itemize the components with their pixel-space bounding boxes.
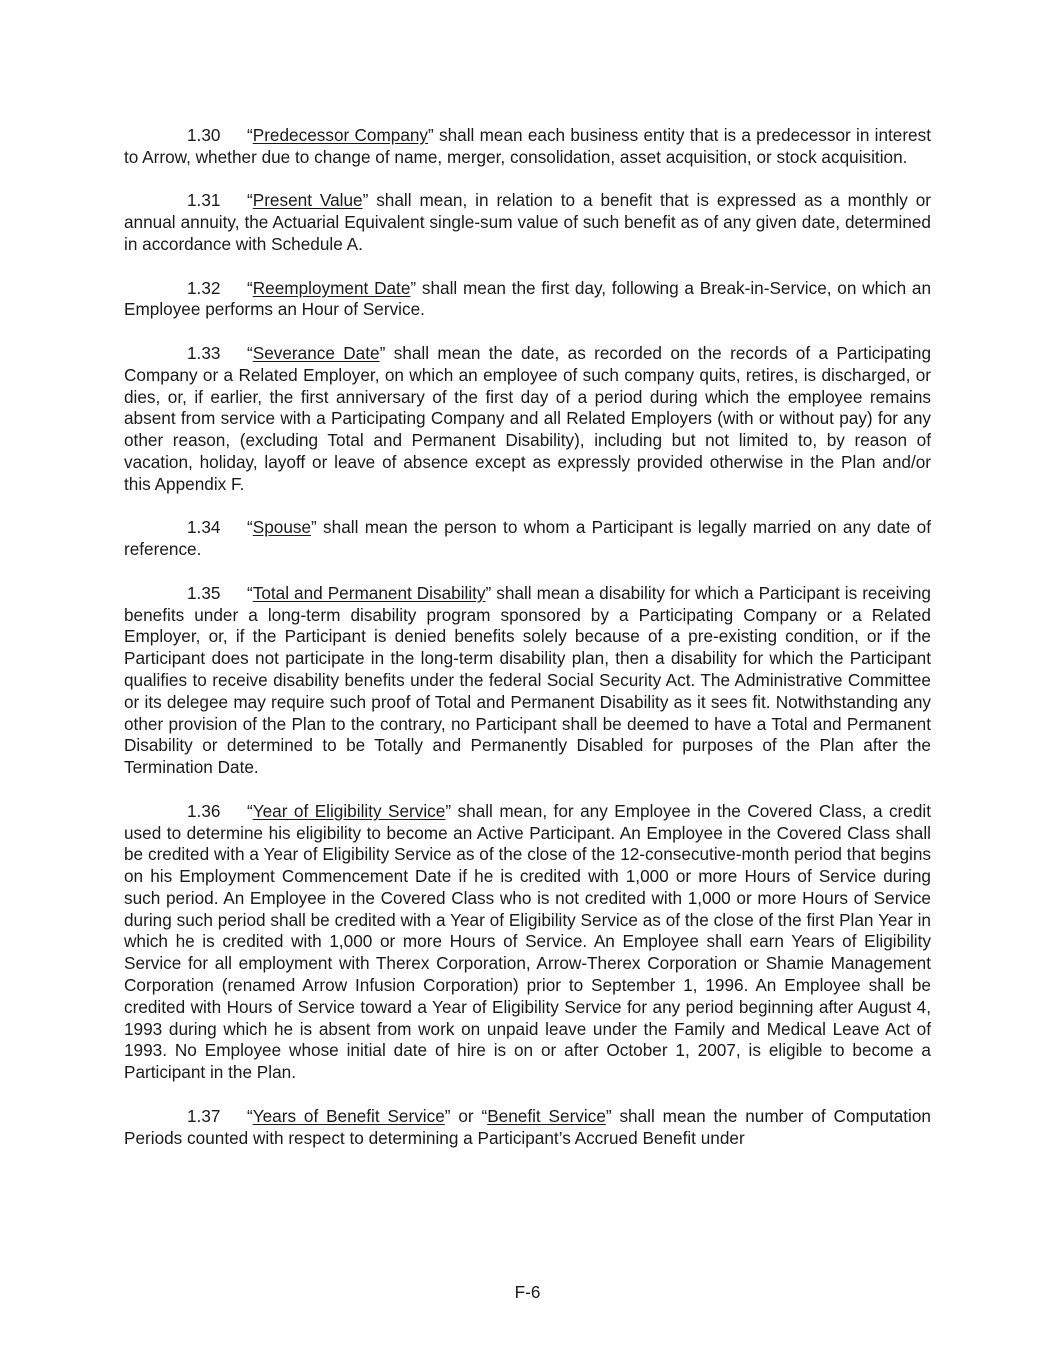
section-number: 1.33 (187, 342, 221, 363)
open-quote: “ (247, 342, 253, 363)
section-number: 1.31 (187, 190, 221, 211)
section-number: 1.30 (187, 125, 221, 145)
defined-term-alternate: Benefit Service (487, 1105, 606, 1126)
definition-paragraph-1-35 (124, 583, 931, 779)
defined-term: Reemployment Date (252, 277, 411, 298)
section-number: 1.36 (187, 800, 221, 821)
definition-text: ” shall mean the date, as recorded on the records of a Participating Company or a Related Employer, on which an employee of such company quits, retires, is discharged, or dies, or, if earlier, the first anniversary of the first day of a period during which the employee remains absent from service with a Participating Company and all Related Employers (with or without pay) for any other reason, (excluding Total and Permanent Disability), including but not limited to, by reason of vacation, holiday, layoff or leave of absence except as expressly provided otherwise in the Plan and/or this Appendix F. (124, 342, 932, 494)
definition-text: ” shall mean the first day, following a Break-in-Service, on which an Employee performs an Hour of Service. (124, 277, 931, 320)
definition-text: ” shall mean a disability for which a Participant is receiving benefits under a long-term disability program sponsored by a Participating Company or a Related Employer, or, if the Participant is denied benefits solely because of a pre-existing condition, or if the Participant does not participate in the long-term disability plan, then a disability for which the Participant qualifies to receive disability benefits under the federal Social Security Act. The Administrative Committee or its delegee may require such proof of Total and Permanent Disability as it sees fit. Notwithstanding any other provision of the Plan to the contrary, no Participant shall be deemed to have a Total and Permanent Disability or determined to be Totally and Permanently Disabled for purposes of the Plan after the Termination Date. (124, 582, 931, 778)
definition-paragraph-1-37 (124, 1106, 931, 1150)
section-number: 1.35 (187, 582, 221, 603)
open-quote: “ (247, 1105, 253, 1126)
definition-paragraph-1-34 (124, 517, 931, 561)
open-quote: “ (247, 125, 253, 145)
open-quote: “ (247, 277, 253, 298)
section-number: 1.37 (187, 1105, 221, 1126)
definition-text: ” shall mean the person to whom a Participant is legally married on any date of reference. (124, 517, 931, 560)
defined-term: Year of Eligibility Service (252, 800, 446, 821)
defined-term: Present Value (252, 190, 363, 211)
section-number: 1.34 (187, 517, 221, 538)
defined-term: Severance Date (252, 342, 380, 363)
open-quote: “ (247, 517, 253, 538)
page-number: F-6 (514, 1282, 541, 1302)
defined-term: Total and Permanent Disability (252, 582, 486, 603)
open-quote: “ (247, 582, 253, 603)
definition-paragraph-1-32 (124, 278, 931, 322)
definition-paragraph-1-33 (124, 343, 931, 496)
open-quote: “ (247, 190, 253, 211)
definition-text: ” shall mean each business entity that is a predecessor in interest to Arrow, whether due to change of name, merger, consolidation, asset acquisition, or stock acquisition. (124, 125, 931, 167)
definition-text: ” shall mean, for any Employee in the Covered Class, a credit used to determine his eligibility to become an Active Participant. An Employee in the Covered Class shall be credited with a Year of Eligibility Service as of the close of the 12-consecutive-month period that begins on his Employment Commencement Date if he is credited with 1,000 or more Hours of Service during such period. An Employee in the Covered Class who is not credited with 1,000 or more Hours of Service during such period shall be credited with a Year of Eligibility Service as of the close of the first Plan Year in which he is credited with 1,000 or more Hours of Service. An Employee shall earn Years of Eligibility Service for all employment with Therex Corporation, Arrow-Therex Corporation or Shamie Management Corporation (renamed Arrow Infusion Corporation) prior to September 1, 1996. An Employee shall be credited with Hours of Service toward a Year of Eligibility Service for any period beginning after August 4, 1993 during which he is absent from work on unpaid leave under the Family and Medical Leave Act of 1993. No Employee whose initial date of hire is on or after October 1, 2007, is eligible to become a Participant in the Plan. (124, 800, 931, 1083)
definition-paragraph-1-36 (124, 801, 931, 1084)
connector-text: ” or “ (444, 1105, 488, 1126)
definition-paragraph-1-31 (124, 190, 931, 255)
defined-term: Years of Benefit Service (252, 1105, 445, 1126)
defined-term: Spouse (252, 517, 312, 538)
section-number: 1.32 (187, 277, 221, 298)
definition-text: ” shall mean the number of Computation Periods counted with respect to determining a Participant’s Accrued Benefit under (124, 1105, 931, 1148)
definition-paragraph-1-30 (124, 125, 931, 169)
definition-text: ” shall mean, in relation to a benefit that is expressed as a monthly or annual annuity, the Actuarial Equivalent single-sum value of such benefit as of any given date, determined in accordance with Schedule A. (124, 190, 931, 254)
defined-term: Predecessor Company (252, 125, 429, 145)
open-quote: “ (247, 800, 253, 821)
document-body (124, 125, 931, 1171)
